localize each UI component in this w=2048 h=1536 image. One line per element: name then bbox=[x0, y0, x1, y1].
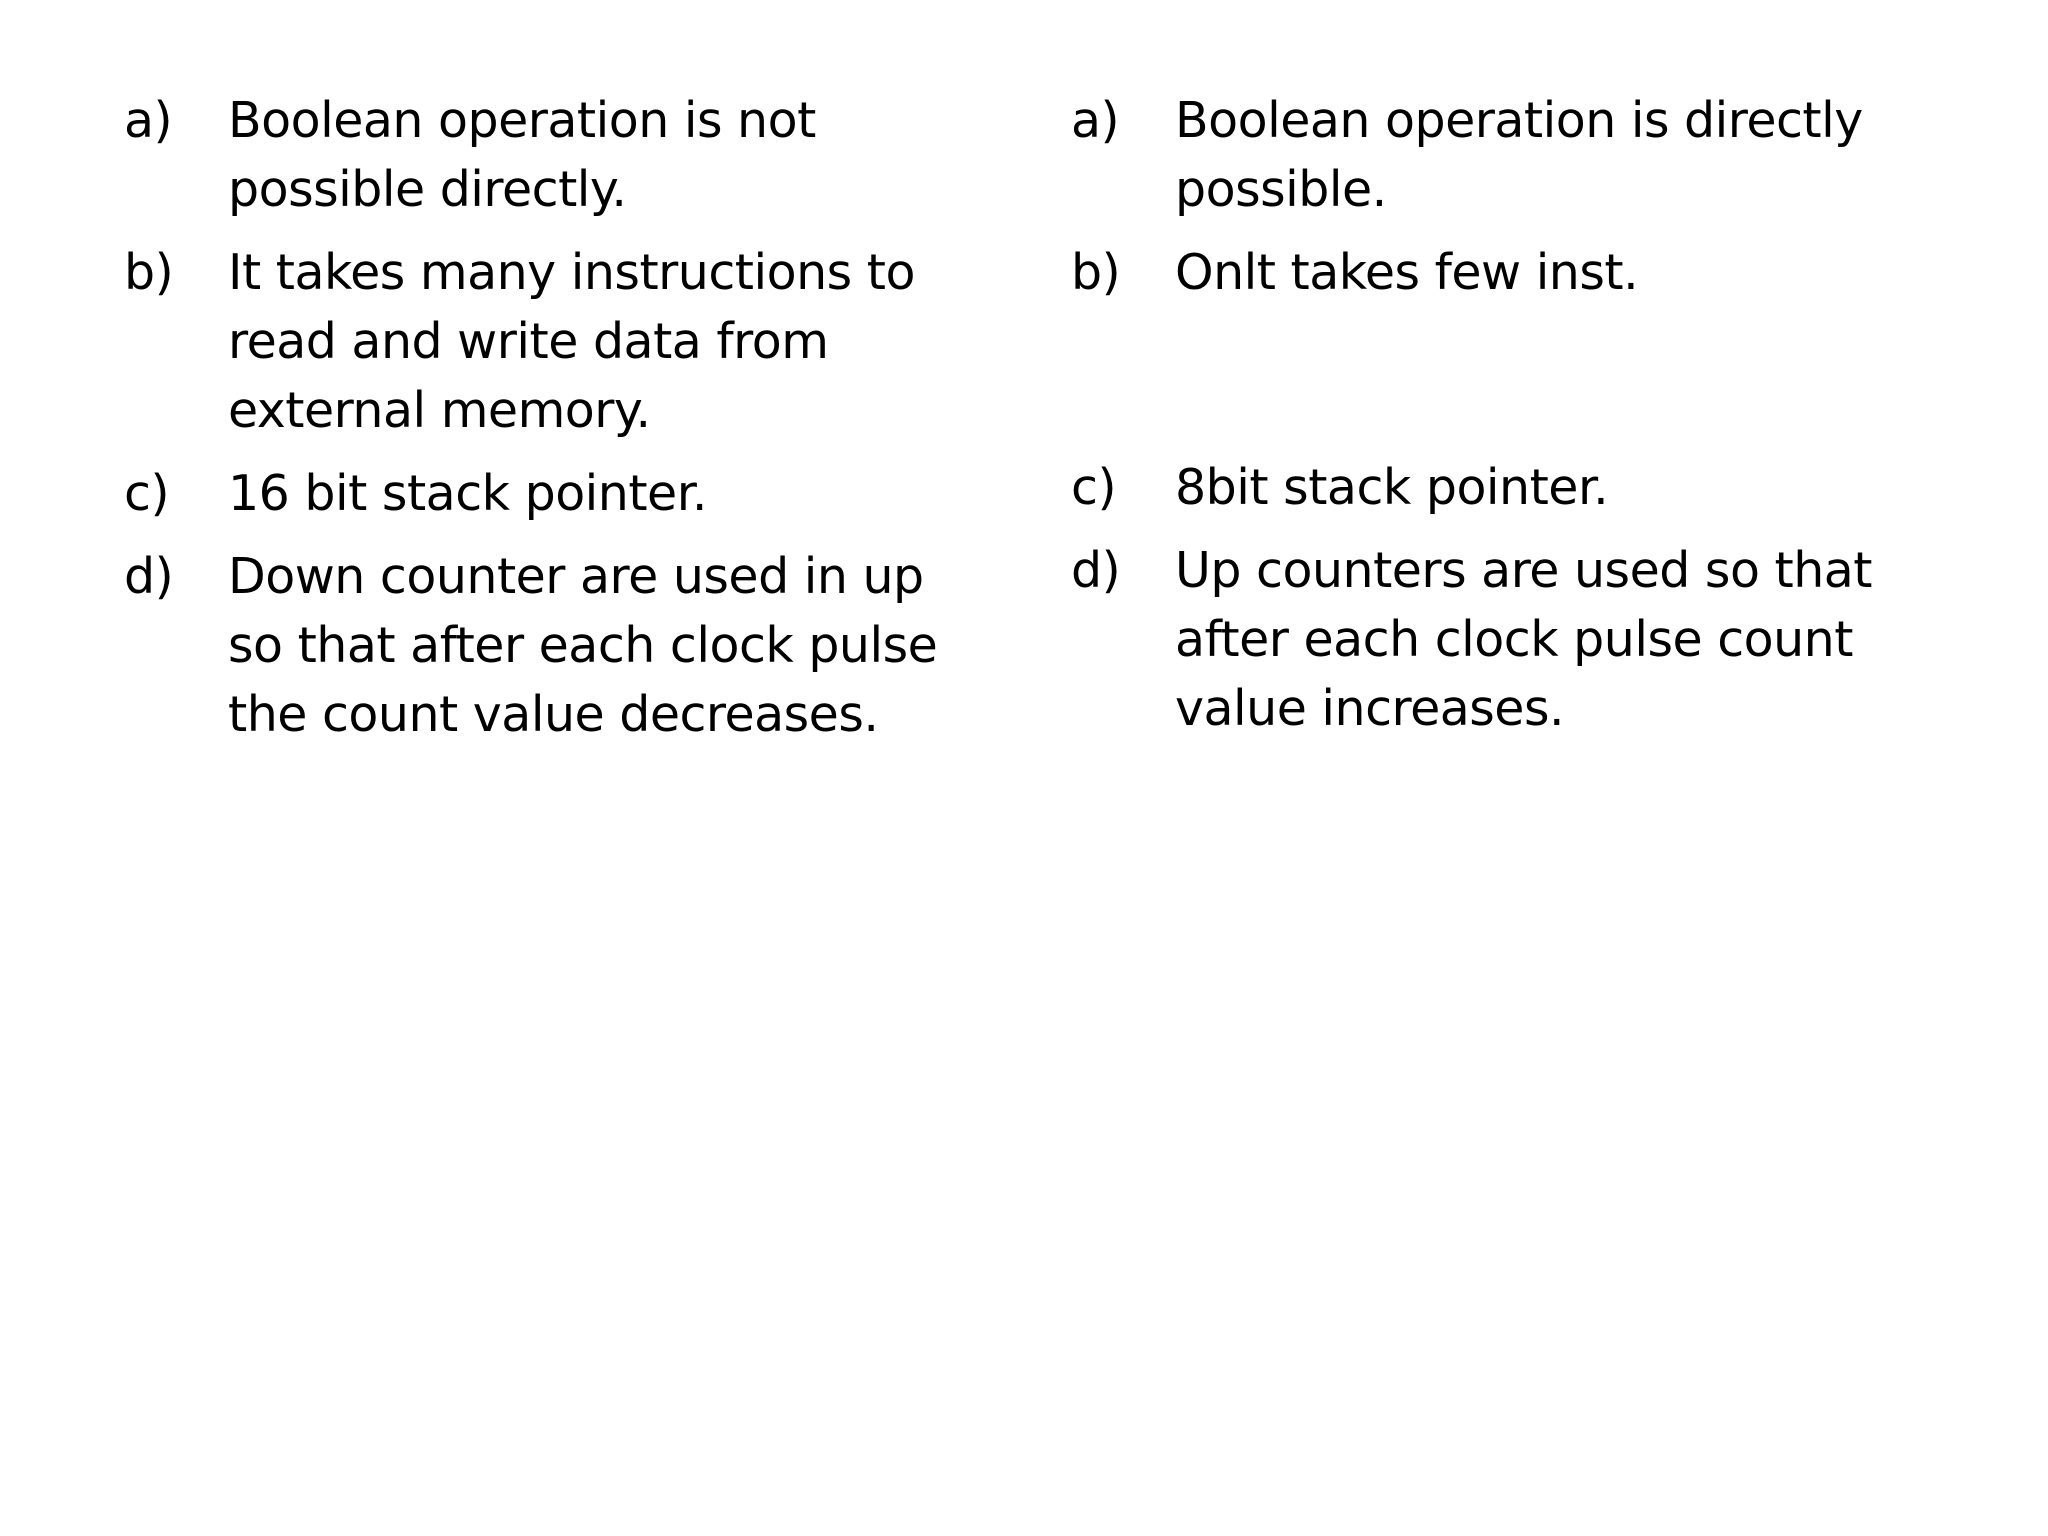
list-marker: b) bbox=[1071, 244, 1121, 301]
list-marker: a) bbox=[124, 92, 173, 149]
left-list-item-b bbox=[124, 238, 984, 445]
list-marker: c) bbox=[1071, 459, 1117, 516]
left-comparison-list bbox=[124, 86, 984, 749]
right-list-item-a bbox=[1071, 86, 1931, 224]
list-item-text: 8bit stack pointer. bbox=[1175, 459, 1609, 516]
list-marker: a) bbox=[1071, 92, 1120, 149]
list-item-text: Onlt takes few inst. bbox=[1175, 244, 1639, 301]
list-item-text: It takes many instructions to read and write data from external memory. bbox=[228, 244, 915, 439]
list-marker: b) bbox=[124, 244, 174, 301]
list-item-text: Boolean operation is directly possible. bbox=[1175, 92, 1863, 218]
list-item-text: Boolean operation is not possible directly. bbox=[228, 92, 816, 218]
list-item-text: 16 bit stack pointer. bbox=[228, 465, 707, 522]
list-marker: d) bbox=[1071, 542, 1121, 599]
right-list-item-c bbox=[1071, 453, 1931, 522]
left-list-item-c bbox=[124, 459, 984, 528]
list-marker: d) bbox=[124, 548, 174, 605]
right-list-item-b bbox=[1071, 238, 1931, 307]
right-list-item-d bbox=[1071, 536, 1931, 743]
list-item-text: Up counters are used so that after each clock pulse count value increases. bbox=[1175, 542, 1873, 737]
list-marker: c) bbox=[124, 465, 170, 522]
list-item-text: Down counter are used in up so that after each clock pulse the count value decreases. bbox=[228, 548, 938, 743]
left-list-item-d bbox=[124, 542, 984, 749]
left-list-item-a bbox=[124, 86, 984, 224]
right-comparison-list bbox=[1071, 86, 1931, 743]
